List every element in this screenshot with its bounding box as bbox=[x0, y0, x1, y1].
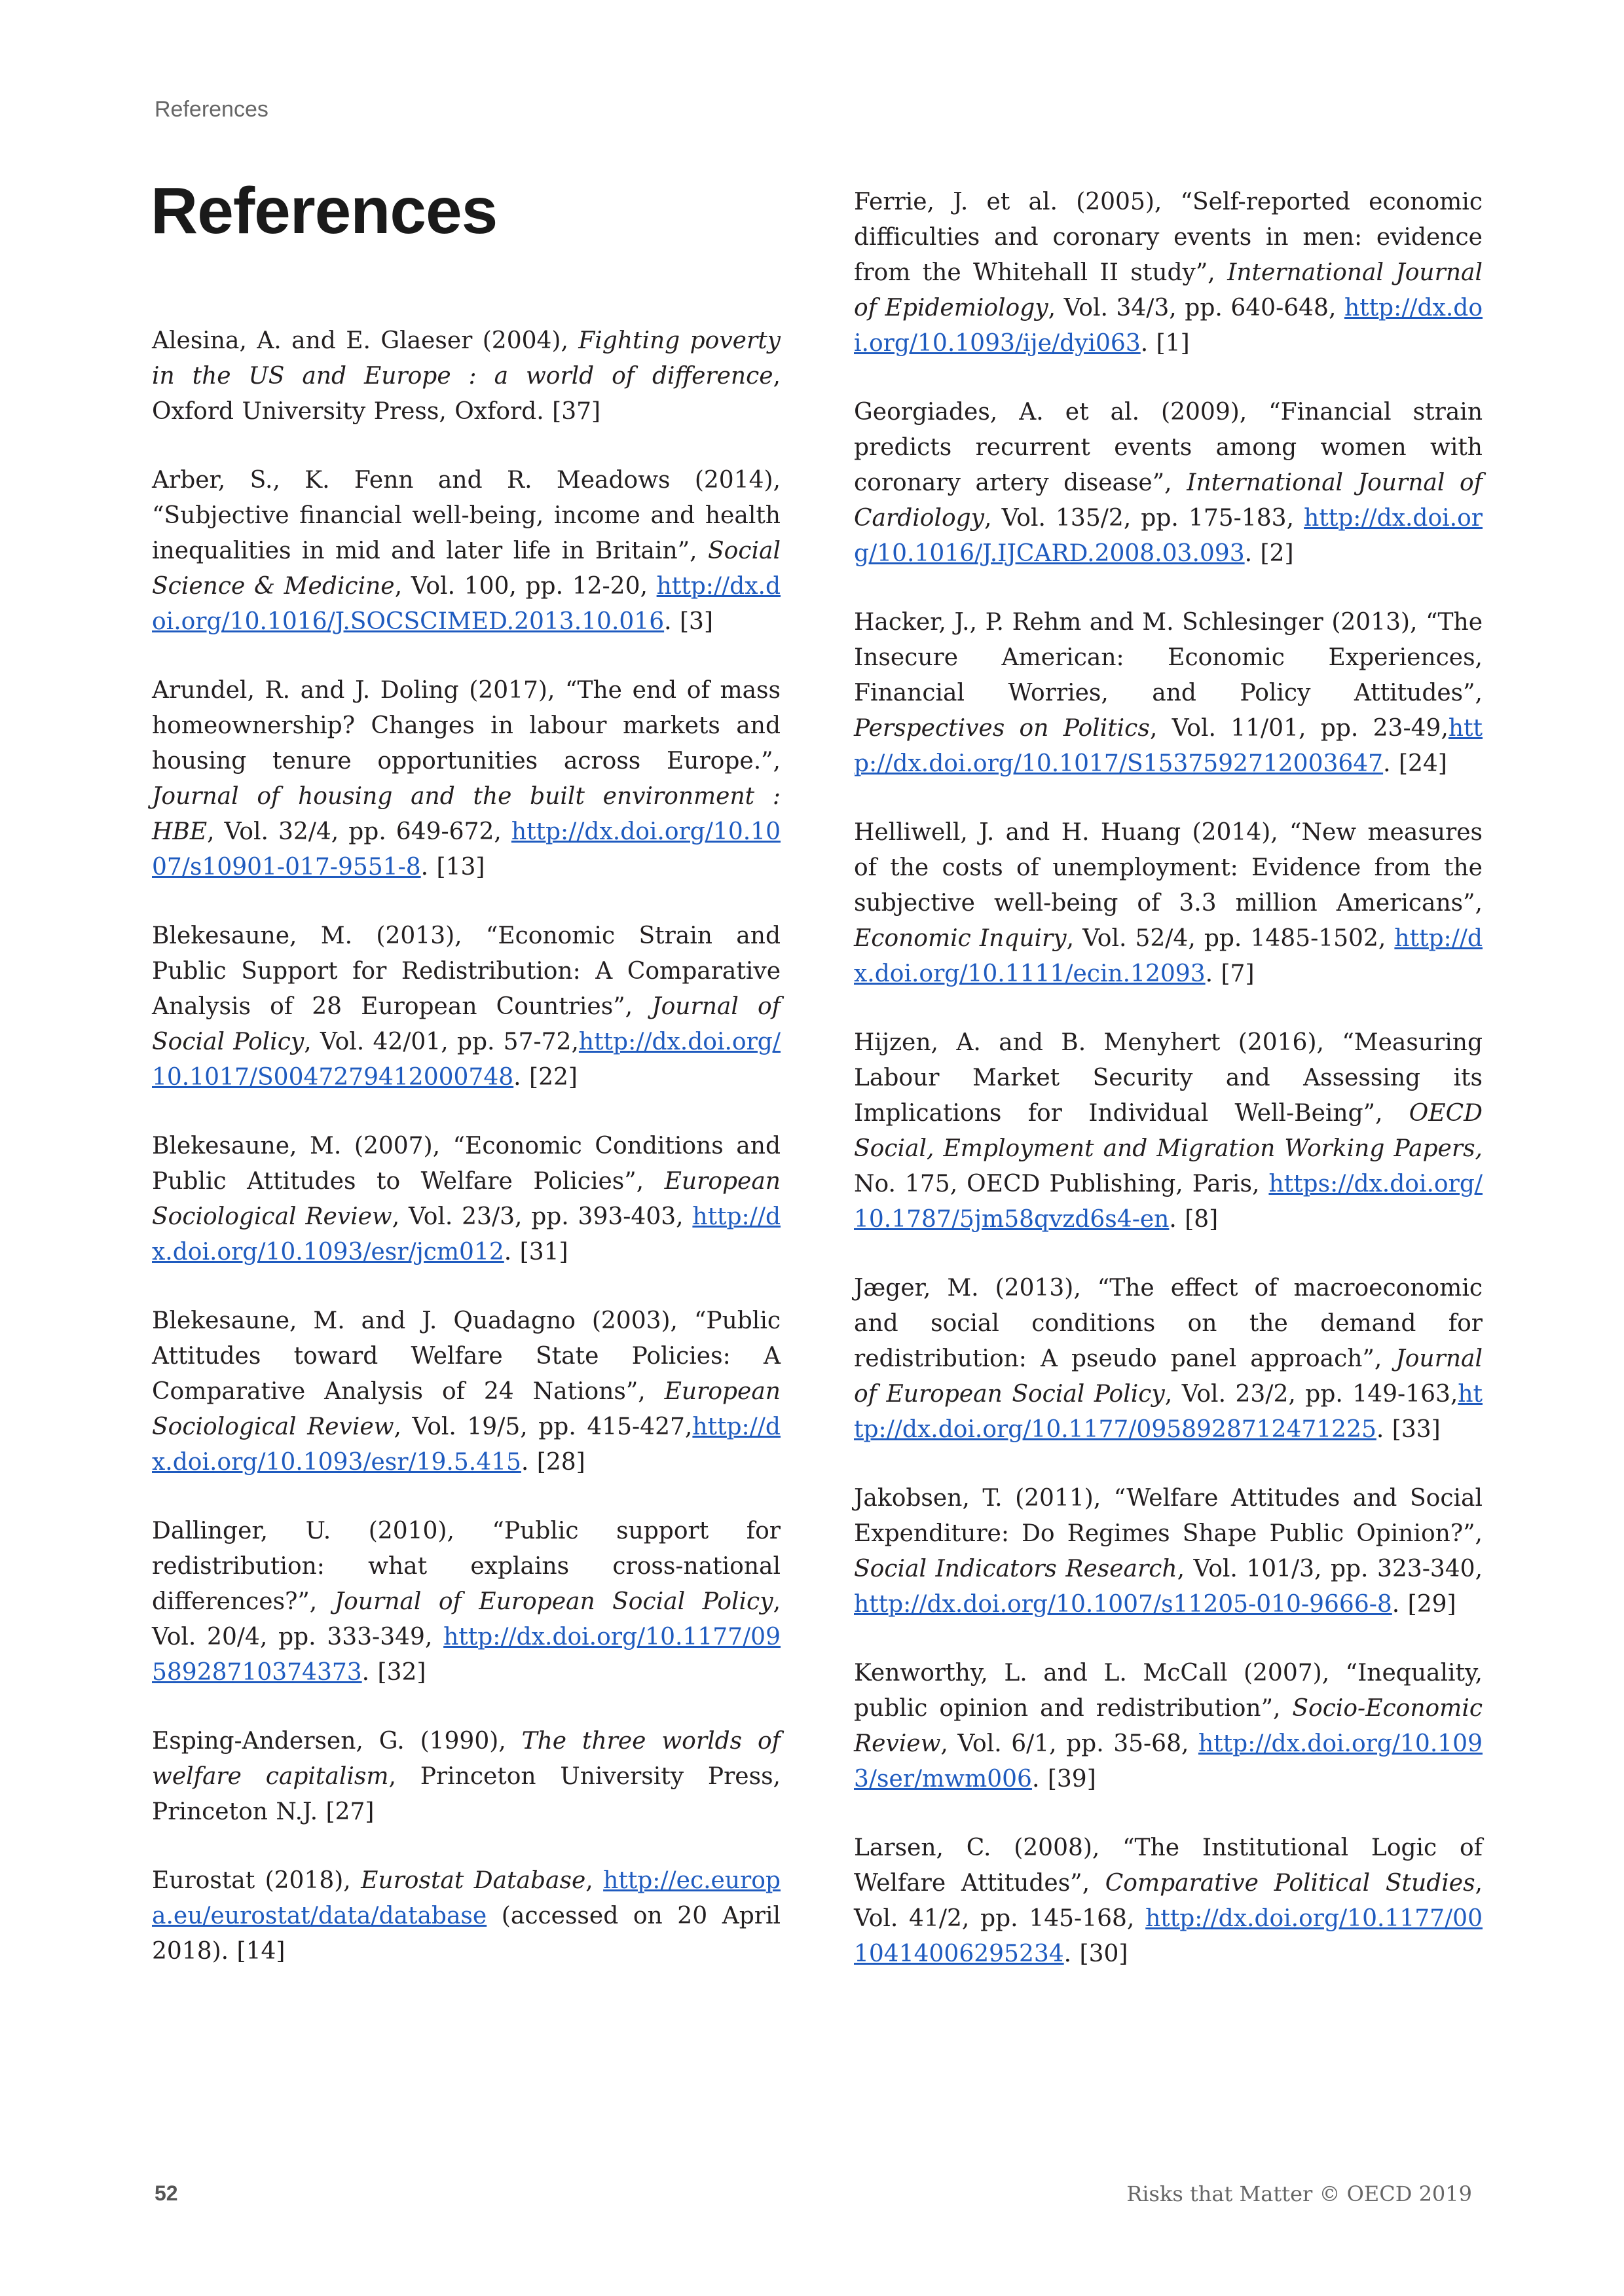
reference-authors-title: Georgiades, A. et al. (2009), “Financial strain predicts recurrent events among women with coronary artery disease”, bbox=[854, 399, 1483, 496]
reference-link[interactable]: http://dx.doi.org/10.1007/s10901-017-9551-8 bbox=[152, 818, 781, 881]
reference-number: . [31] bbox=[504, 1239, 568, 1266]
reference-authors-title: Eurostat (2018), bbox=[152, 1867, 361, 1894]
reference-details: , Oxford University Press, Oxford. bbox=[152, 363, 781, 425]
reference-number: . [2] bbox=[1244, 540, 1294, 567]
reference-number: [27] bbox=[318, 1798, 375, 1825]
reference-number: . [39] bbox=[1031, 1766, 1096, 1793]
reference-authors-title: Jæger, M. (2013), “The effect of macroeconomic and social conditions on the demand for redistribution: A pseudo panel approach”, bbox=[854, 1275, 1483, 1372]
reference-entry bbox=[854, 1831, 1483, 1972]
reference-source: Socio-Economic Review bbox=[854, 1695, 1483, 1757]
reference-entry bbox=[152, 1514, 781, 1690]
reference-number: [37] bbox=[544, 398, 601, 425]
reference-authors-title: Hijzen, A. and B. Menyhert (2016), “Measuring Labour Market Security and Assessing its Implications for Individual Well-Being”, bbox=[854, 1029, 1483, 1127]
reference-authors-title: Arundel, R. and J. Doling (2017), “The end of mass homeownership? Changes in labour markets and housing tenure opportunities across Europe.”, bbox=[152, 677, 781, 774]
reference-details: , Vol. 23/3, pp. 393-403, bbox=[392, 1203, 693, 1230]
reference-source: Fighting poverty in the US and Europe : a world of difference bbox=[152, 327, 781, 390]
reference-link[interactable]: http://dx.doi.org/10.1177/0958928710374373 bbox=[152, 1624, 781, 1686]
reference-entry bbox=[152, 919, 781, 1095]
reference-source: Economic Inquiry bbox=[854, 925, 1067, 952]
reference-source: Journal of Social Policy bbox=[152, 993, 781, 1055]
reference-number: . [32] bbox=[361, 1659, 426, 1686]
reference-source: European Sociological Review bbox=[152, 1378, 781, 1440]
reference-link[interactable]: http://dx.doi.org/10.1093/ser/mwm006 bbox=[854, 1730, 1483, 1793]
reference-details: No. 175, OECD Publishing, Paris, bbox=[854, 1171, 1269, 1197]
reference-authors-title: Blekesaune, M. and J. Quadagno (2003), “Public Attitudes toward Welfare State Policies: A Comparative Analysis of 24 Nations”, bbox=[152, 1307, 781, 1405]
reference-details: , Vol. 34/3, pp. 640-648, bbox=[1048, 295, 1344, 321]
reference-details: , Vol. 42/01, pp. 57-72, bbox=[304, 1029, 579, 1055]
page-number: 52 bbox=[155, 2181, 178, 2205]
reference-link[interactable]: http://dx.doi.org/10.1111/ecin.12093 bbox=[854, 925, 1483, 987]
reference-authors-title: Ferrie, J. et al. (2005), “Self-reported economic difficulties and coronary events in men: evidence from the Whitehall II study”, bbox=[854, 189, 1483, 286]
reference-entry bbox=[152, 1724, 781, 1830]
reference-number: . [7] bbox=[1205, 960, 1255, 987]
references-left-column bbox=[152, 323, 781, 2003]
reference-link[interactable]: http://dx.doi.org/10.1016/J.SOCSCIMED.2013.10.016 bbox=[152, 573, 781, 635]
reference-source: Eurostat Database bbox=[361, 1867, 586, 1894]
reference-authors-title: Larsen, C. (2008), “The Institutional Logic of Welfare Attitudes”, bbox=[854, 1834, 1483, 1897]
reference-number: . [29] bbox=[1392, 1591, 1456, 1618]
reference-details: , Vol. 135/2, pp. 175-183, bbox=[984, 505, 1304, 532]
reference-entry bbox=[854, 185, 1483, 361]
reference-entry bbox=[152, 1303, 781, 1480]
reference-link[interactable]: http://dx.doi.org/10.1177/0010414006295234 bbox=[854, 1905, 1483, 1967]
reference-number: . [30] bbox=[1063, 1941, 1128, 1967]
reference-number: (accessed on 20 April 2018). [14] bbox=[152, 1903, 781, 1965]
reference-details: , Vol. 52/4, pp. 1485-1502, bbox=[1066, 925, 1395, 952]
reference-details: , bbox=[585, 1867, 604, 1894]
reference-entry bbox=[152, 323, 781, 429]
reference-link[interactable]: http://dx.doi.org/10.1177/0958928712471225 bbox=[854, 1381, 1483, 1443]
reference-authors-title: Alesina, A. and E. Glaeser (2004), bbox=[152, 327, 579, 354]
reference-source: OECD Social, Employment and Migration Working Papers, bbox=[854, 1100, 1483, 1162]
reference-authors-title: Arber, S., K. Fenn and R. Meadows (2014), “Subjective financial well-being, income and health inequalities in mid and later life in Britain”, bbox=[152, 467, 781, 564]
reference-authors-title: Kenworthy, L. and L. McCall (2007), “Inequality, public opinion and redistribution”, bbox=[854, 1660, 1483, 1722]
reference-source: Social Science & Medicine bbox=[152, 538, 781, 600]
reference-number: . [33] bbox=[1376, 1416, 1441, 1443]
reference-link[interactable]: http://dx.doi.org/10.1017/S0047279412000748 bbox=[152, 1029, 781, 1091]
reference-source: The three worlds of welfare capitalism bbox=[152, 1728, 781, 1790]
reference-details: , Vol. 19/5, pp. 415-427, bbox=[394, 1413, 693, 1440]
reference-details: , Vol. 41/2, pp. 145-168, bbox=[854, 1870, 1483, 1932]
reference-entry bbox=[854, 395, 1483, 572]
reference-source: International Journal of Cardiology bbox=[854, 469, 1483, 532]
reference-details: , Vol. 100, pp. 12-20, bbox=[394, 573, 657, 600]
reference-entry bbox=[854, 605, 1483, 782]
reference-details: , Princeton University Press, Princeton N.J. bbox=[152, 1763, 781, 1825]
reference-link[interactable]: http://dx.doi.org/10.1093/ije/dyi063 bbox=[854, 295, 1483, 357]
reference-number: . [1] bbox=[1140, 330, 1190, 357]
reference-entry bbox=[152, 1863, 781, 1969]
publication-footer: Risks that Matter © OECD 2019 bbox=[1126, 2181, 1472, 2206]
reference-entry bbox=[854, 1656, 1483, 1797]
reference-link[interactable]: http://ec.europa.eu/eurostat/data/database bbox=[152, 1867, 781, 1929]
reference-link[interactable]: http://dx.doi.org/10.1093/esr/19.5.415 bbox=[152, 1413, 781, 1476]
reference-number: . [24] bbox=[1383, 750, 1447, 777]
reference-entry bbox=[152, 673, 781, 885]
reference-authors-title: Blekesaune, M. (2013), “Economic Strain and Public Support for Redistribution: A Comparative Analysis of 28 European Countries”, bbox=[152, 922, 781, 1020]
reference-authors-title: Dallinger, U. (2010), “Public support for redistribution: what explains cross-national differences?”, bbox=[152, 1518, 781, 1615]
reference-authors-title: Esping-Andersen, G. (1990), bbox=[152, 1728, 522, 1755]
reference-entry bbox=[854, 1025, 1483, 1237]
reference-source: Social Indicators Research bbox=[854, 1556, 1177, 1582]
reference-authors-title: Helliwell, J. and H. Huang (2014), “New measures of the costs of unemployment: Evidence from the subjective well-being of 3.3 million Americans”, bbox=[854, 819, 1483, 917]
reference-entry bbox=[854, 1271, 1483, 1448]
reference-source: Journal of European Social Policy bbox=[854, 1345, 1483, 1408]
reference-authors-title: Blekesaune, M. (2007), “Economic Conditions and Public Attitudes to Welfare Policies”, bbox=[152, 1133, 781, 1195]
reference-entry bbox=[152, 463, 781, 640]
reference-number: . [22] bbox=[513, 1064, 578, 1091]
reference-link[interactable]: http://dx.doi.org/10.1007/s11205-010-9666-8 bbox=[854, 1591, 1392, 1618]
reference-details: , Vol. 20/4, pp. 333-349, bbox=[152, 1588, 781, 1650]
reference-details: , Vol. 11/01, pp. 23-49, bbox=[1149, 715, 1449, 742]
reference-number: . [8] bbox=[1169, 1206, 1219, 1233]
reference-source: European Sociological Review bbox=[152, 1168, 781, 1230]
references-right-column bbox=[854, 185, 1483, 2005]
reference-number: . [13] bbox=[420, 854, 485, 881]
reference-source: Journal of European Social Policy bbox=[334, 1588, 773, 1615]
running-head: References bbox=[155, 97, 268, 122]
reference-details: , Vol. 23/2, pp. 149-163, bbox=[1164, 1381, 1458, 1408]
reference-authors-title: Hacker, J., P. Rehm and M. Schlesinger (2013), “The Insecure American: Economic Experiences, Financial Worries, and Policy Attitudes”, bbox=[854, 609, 1483, 706]
page-title: References bbox=[151, 174, 498, 247]
reference-authors-title: Jakobsen, T. (2011), “Welfare Attitudes and Social Expenditure: Do Regimes Shape Public Opinion?”, bbox=[854, 1485, 1483, 1547]
reference-entry bbox=[854, 815, 1483, 992]
reference-link[interactable]: https://dx.doi.org/10.1787/5jm58qvzd6s4-en bbox=[854, 1171, 1483, 1233]
reference-details: , Vol. 101/3, pp. 323-340, bbox=[1177, 1556, 1483, 1582]
reference-details: , Vol. 6/1, pp. 35-68, bbox=[940, 1730, 1198, 1757]
reference-source: International Journal of Epidemiology bbox=[854, 259, 1483, 321]
reference-number: . [3] bbox=[664, 608, 713, 635]
reference-source: Journal of housing and the built environment : HBE bbox=[152, 783, 781, 845]
reference-number: . [28] bbox=[521, 1449, 585, 1476]
reference-source: Perspectives on Politics bbox=[854, 715, 1150, 742]
reference-entry bbox=[854, 1481, 1483, 1622]
reference-link[interactable]: http://dx.doi.org/10.1017/S1537592712003647 bbox=[854, 715, 1483, 777]
reference-entry bbox=[152, 1129, 781, 1270]
reference-details: , Vol. 32/4, pp. 649-672, bbox=[207, 818, 511, 845]
reference-link[interactable]: http://dx.doi.org/10.1093/esr/jcm012 bbox=[152, 1203, 781, 1266]
reference-source: Comparative Political Studies bbox=[1105, 1870, 1475, 1897]
reference-link[interactable]: http://dx.doi.org/10.1016/J.IJCARD.2008.03.093 bbox=[854, 505, 1483, 567]
